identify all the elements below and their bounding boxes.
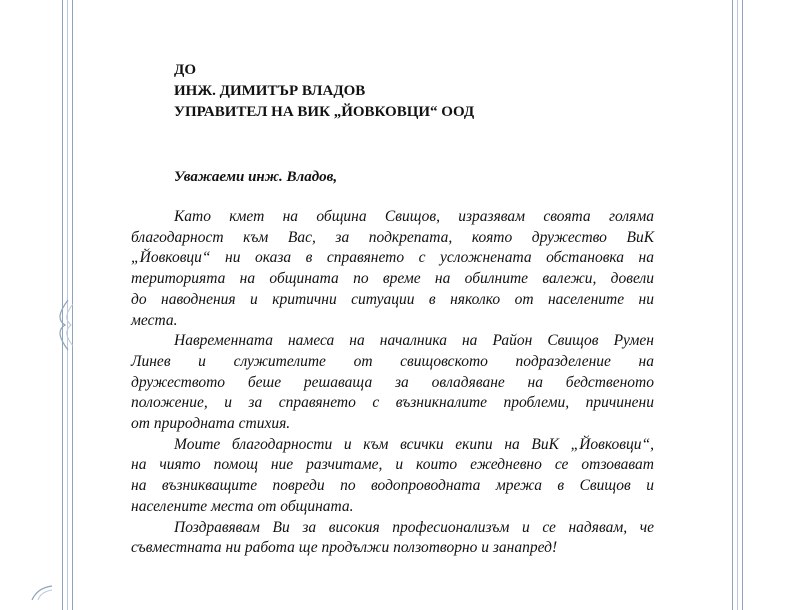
text-line: Навременната намеса на началника на Район Свищов Румен [174,332,654,350]
text-line: места. [131,311,178,329]
text-line: на чиято помощ ние разчитаме, и които ежедневно се отзовават [131,456,654,474]
text-line: положение, и за справянето с възникналите проблеми, причинени [131,394,654,412]
paragraph [131,331,654,435]
text-line: съвместната ни работа ще продължи ползотворно и занапред! [131,539,558,557]
text-line: благодарност към Вас, за подкрепата, която дружество ВиК [131,228,654,246]
recipient-line: ДО [174,62,196,78]
text-line: Линев и служителите от свищовското подразделение на [131,352,654,370]
text-line: до наводнения и критични ситуации в няколко от населените ни [131,290,654,308]
recipient-line: УПРАВИТЕЛ НА ВИК „ЙОВКОВЦИ“ ООД [174,104,475,120]
text-line: Моите благодарности и към всички екипи на ВиК „Йовковци“, [174,435,654,453]
text-line: населените места от общината. [131,497,354,515]
recipient-line: ИНЖ. ДИМИТЪР ВЛАДОВ [174,83,366,99]
text-line: от природната стихия. [131,415,291,433]
paragraph [131,207,654,331]
text-line: територията на общината по време на обилните валежи, довели [131,270,654,288]
text-line: Поздравявам Ви за високия професионализъм и се надявам, че [174,518,654,536]
letter-body [131,207,654,559]
text-line: „Йовковци“ ни оказа в справянето с усложнената обстановка на [131,249,654,267]
recipient-block [174,60,474,123]
paragraph [131,518,654,559]
text-line: дружеството беше решаваща за овладяване на бедственото [131,373,654,391]
text-line: Като кмет на община Свищов, изразявам своята голяма [174,208,654,225]
text-line: на възникващите повреди по водопроводната мрежа в Свищов и [131,477,654,495]
salutation: Уважаеми инж. Владов, [174,169,338,185]
paragraph [131,435,654,518]
